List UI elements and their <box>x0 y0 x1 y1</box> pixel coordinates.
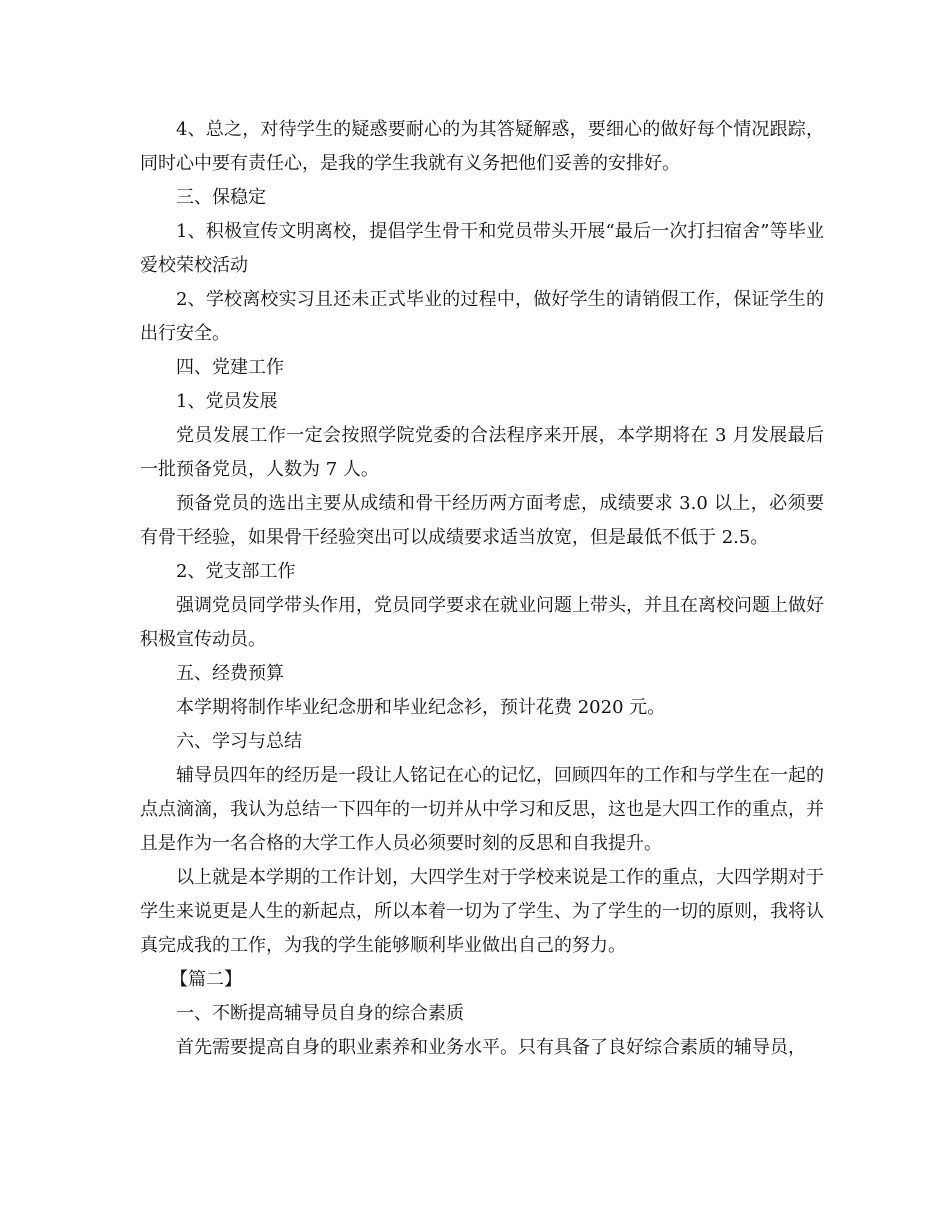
section-heading-budget: 五、经费预算 <box>176 663 284 684</box>
paragraph-party-development-plan: 党员发展工作一定会按照学院党委的合法程序来开展，本学期将在 3 月发展最后一批预备党员，人数为 7 人。 <box>140 425 824 480</box>
paragraph-civilized-departure: 1、积极宣传文明离校，提倡学生骨干和党员带头开展“最后一次打扫宿舍”等毕业爱校荣校活动 <box>140 221 824 276</box>
part-two-heading: 【篇二】 <box>170 969 242 990</box>
paragraph-leave-management: 2、学校离校实习且还未正式毕业的过程中，做好学生的请销假工作，保证学生的出行安全。 <box>140 289 824 344</box>
paragraph-plan-conclusion: 以上就是本学期的工作计划，大四学生对于学校来说是工作的重点，大四学期对于学生来说更是人生的新起点，所以本着一切为了学生、为了学生的一切的原则，我将认真完成我的工作，为我的学生能够顺利毕业做出自己的努力。 <box>140 867 824 956</box>
paragraph-professional-quality: 首先需要提高自身的职业素养和业务水平。只有具备了良好综合素质的辅导员， <box>176 1037 806 1058</box>
section-heading-party-building: 四、党建工作 <box>176 357 284 378</box>
section-heading-improve-quality: 一、不断提高辅导员自身的综合素质 <box>176 1003 464 1024</box>
paragraph-candidate-selection: 预备党员的选出主要从成绩和骨干经历两方面考虑，成绩要求 3.0 以上，必须要有骨干经验，如果骨干经验突出可以成绩要求适当放宽，但是最低不低于 2.5。 <box>140 493 824 548</box>
paragraph-budget-detail: 本学期将制作毕业纪念册和毕业纪念衫，预计花费 2020 元。 <box>176 697 666 718</box>
section-heading-learning-summary: 六、学习与总结 <box>176 731 302 752</box>
paragraph-party-branch-role: 强调党员同学带头作用，党员同学要求在就业问题上带头，并且在离校问题上做好积极宣传动员。 <box>140 595 824 650</box>
subheading-party-branch-work: 2、党支部工作 <box>176 561 296 582</box>
paragraph-counselor-reflection: 辅导员四年的经历是一段让人铭记在心的记忆，回顾四年的工作和与学生在一起的点点滴滴，我认为总结一下四年的一切并从中学习和反思，这也是大四工作的重点，并且是作为一名合格的大学工作人员必须要时刻的反思和自我提升。 <box>140 765 824 854</box>
section-heading-stability: 三、保稳定 <box>176 187 266 208</box>
paragraph-item-4-summary: 4、总之，对待学生的疑惑要耐心的为其答疑解惑，要细心的做好每个情况跟踪，同时心中要有责任心，是我的学生我就有义务把他们妥善的安排好。 <box>140 119 824 174</box>
document-body <box>140 113 824 1065</box>
subheading-party-member-development: 1、党员发展 <box>176 391 278 412</box>
